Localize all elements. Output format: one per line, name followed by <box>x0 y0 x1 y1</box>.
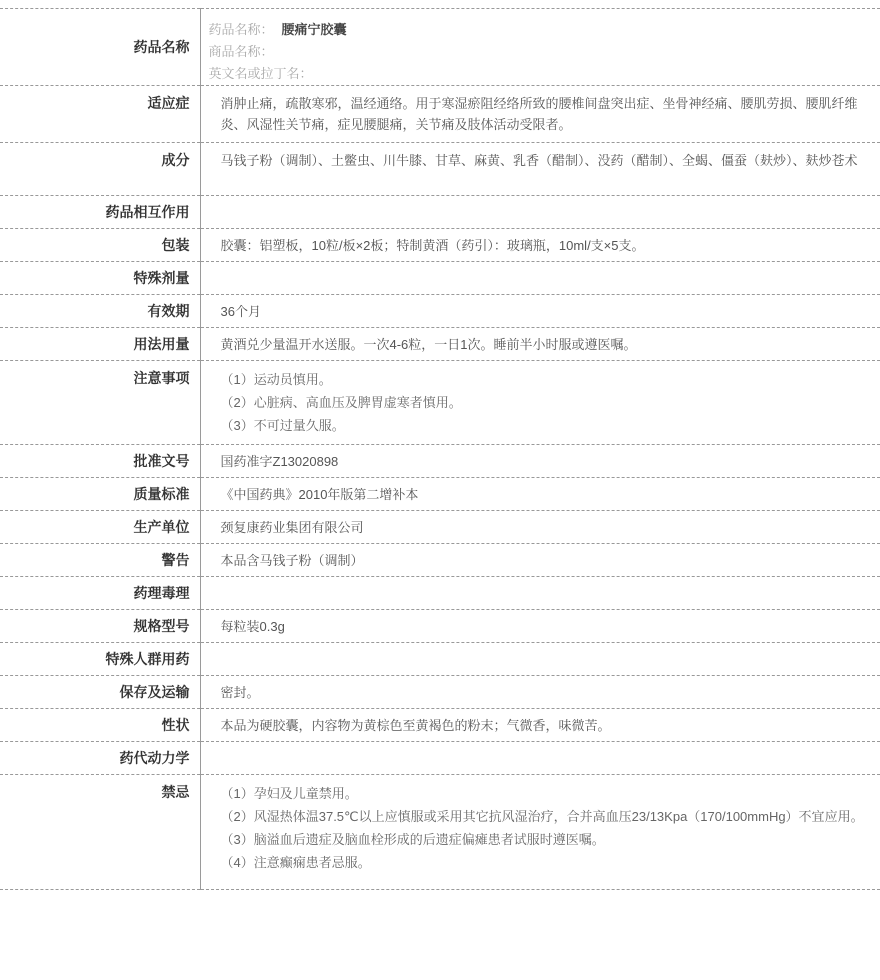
row-label: 生产单位 <box>0 511 200 544</box>
row-label: 有效期 <box>0 295 200 328</box>
row-label: 特殊人群用药 <box>0 643 200 676</box>
row-label: 质量标准 <box>0 478 200 511</box>
row-label: 性状 <box>0 709 200 742</box>
row-value <box>200 196 880 229</box>
row-label: 注意事项 <box>0 361 200 445</box>
list-item: （2）风湿热体温37.5℃以上应慎服或采用其它抗风湿治疗，合并高血压23/13Kpa（170/100mmHg）不宜应用。 <box>220 809 864 824</box>
table-row-specification <box>0 610 880 643</box>
row-value <box>200 262 880 295</box>
list-item: （3）脑溢血后遗症及脑血栓形成的后遗症偏瘫患者试服时遵医嘱。 <box>220 832 605 847</box>
table-row-interactions <box>0 196 880 229</box>
table-row-shelf-life <box>0 295 880 328</box>
row-value <box>200 742 880 775</box>
row-value: 本品为硬胶囊，内容物为黄棕色至黄褐色的粉末；气微香，味微苦。 <box>220 717 611 733</box>
row-label: 药品名称 <box>0 9 200 86</box>
english-name-field-label: 英文名或拉丁名： <box>208 66 313 81</box>
table-row-properties <box>0 709 880 742</box>
row-value <box>200 643 880 676</box>
row-value: 黄酒兑少量温开水送服。一次4-6粒，一日1次。睡前半小时服或遵医嘱。 <box>220 336 637 352</box>
row-label: 警告 <box>0 544 200 577</box>
row-label: 药理毒理 <box>0 577 200 610</box>
trade-name-line <box>209 41 869 63</box>
list-item: （4）注意癫痫患者忌服。 <box>220 855 371 870</box>
list-item: （1）孕妇及儿童禁用。 <box>220 786 358 801</box>
row-value: 消肿止痛，疏散寒邪，温经通络。用于寒湿瘀阻经络所致的腰椎间盘突出症、坐骨神经痛、腰肌劳损、腰肌纤维炎、风湿性关节痛，症见腰腿痛，关节痛及肢体活动受限者。 <box>220 96 858 132</box>
table-row-drug-name <box>0 9 880 86</box>
row-value: 《中国药典》2010年版第二增补本 <box>220 486 419 502</box>
row-label: 保存及运输 <box>0 676 200 709</box>
row-label: 禁忌 <box>0 775 200 890</box>
row-label: 批准文号 <box>0 445 200 478</box>
table-row-dosage-usage <box>0 328 880 361</box>
list-item: （2）心脏病、高血压及脾胃虚寒者慎用。 <box>220 395 462 410</box>
trade-name-field-label: 商品名称： <box>208 44 274 59</box>
row-value: 每粒装0.3g <box>220 618 285 634</box>
drug-info-table <box>0 8 880 890</box>
row-value: 胶囊：铝塑板，10粒/板×2板；特制黄酒（药引）：玻璃瓶，10ml/支×5支。 <box>220 237 645 253</box>
row-value: 密封。 <box>220 684 260 700</box>
row-value <box>200 9 880 86</box>
table-row-precautions <box>0 361 880 445</box>
table-row-quality-standard <box>0 478 880 511</box>
drug-name-field-label: 药品名称： <box>208 22 274 37</box>
drug-name-value: 腰痛宁胶囊 <box>281 22 347 37</box>
row-value: 国药准字Z13020898 <box>220 453 339 469</box>
row-label: 适应症 <box>0 86 200 143</box>
row-value <box>200 577 880 610</box>
table-row-pharmacology-toxicology <box>0 577 880 610</box>
table-row-special-dosage <box>0 262 880 295</box>
row-label: 用法用量 <box>0 328 200 361</box>
english-name-line <box>209 63 869 85</box>
row-value: 36个月 <box>220 303 261 319</box>
row-value: 本品含马钱子粉（调制） <box>220 552 364 568</box>
table-row-storage-transport <box>0 676 880 709</box>
table-row-manufacturer <box>0 511 880 544</box>
table-row-special-populations <box>0 643 880 676</box>
row-label: 成分 <box>0 143 200 196</box>
list-item: （3）不可过量久服。 <box>220 418 345 433</box>
row-value: 颈复康药业集团有限公司 <box>220 519 364 535</box>
table-row-warning <box>0 544 880 577</box>
table-row-pharmacokinetics <box>0 742 880 775</box>
row-label: 药代动力学 <box>0 742 200 775</box>
table-row-indications <box>0 86 880 143</box>
table-row-approval-number <box>0 445 880 478</box>
list-item: （1）运动员慎用。 <box>220 372 332 387</box>
row-value: 马钱子粉（调制）、土鳖虫、川牛膝、甘草、麻黄、乳香（醋制）、没药（醋制）、全蝎、僵蚕（麸炒）、麸炒苍术 <box>220 153 858 168</box>
row-label: 药品相互作用 <box>0 196 200 229</box>
row-value <box>200 775 880 890</box>
table-row-ingredients <box>0 143 880 196</box>
row-value <box>200 361 880 445</box>
row-label: 包装 <box>0 229 200 262</box>
table-row-packaging <box>0 229 880 262</box>
row-label: 特殊剂量 <box>0 262 200 295</box>
row-label: 规格型号 <box>0 610 200 643</box>
drug-name-line <box>209 19 869 41</box>
table-row-contraindications <box>0 775 880 890</box>
